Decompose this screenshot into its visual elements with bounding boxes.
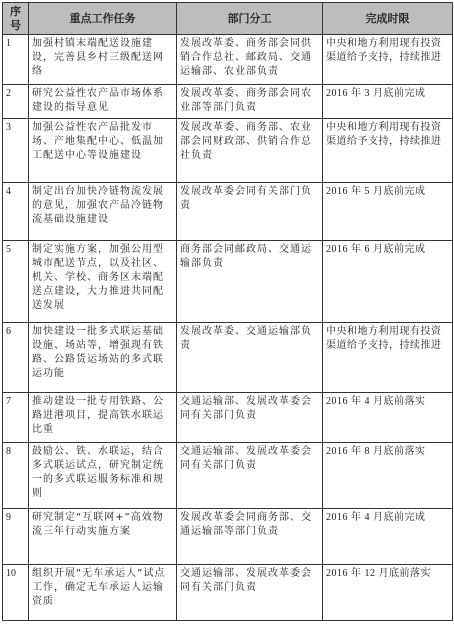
table-row xyxy=(3,119,453,183)
row-no: 5 xyxy=(3,241,29,323)
row-time: 中央和地方利用现有投资渠道给予支持，持续推进 xyxy=(323,323,453,393)
row-dept: 商务部会同邮政局、交通运输部负责 xyxy=(177,241,323,323)
row-time: 2016 年 4 月底前完成 xyxy=(323,509,453,565)
table-row xyxy=(3,85,453,119)
table-header-row xyxy=(3,3,453,35)
row-task: 组织开展“无车承运人”试点工作，确定无车承运人运输资质 xyxy=(29,565,177,621)
row-dept: 交通运输部、发展改革委会同有关部门负责 xyxy=(177,393,323,443)
table-row xyxy=(3,323,453,393)
row-no: 8 xyxy=(3,443,29,509)
row-time: 2016 年 8 月底前落实 xyxy=(323,443,453,509)
row-time: 中央和地方利用现有投资渠道给予支持，持续推进 xyxy=(323,119,453,183)
row-no: 3 xyxy=(3,119,29,183)
task-table xyxy=(2,2,453,621)
header-time: 完成时限 xyxy=(323,3,453,35)
row-dept: 交通运输部、发展改革委会同有关部门负责 xyxy=(177,565,323,621)
row-no: 2 xyxy=(3,85,29,119)
row-no: 4 xyxy=(3,183,29,241)
row-time: 2016 年 4 月底前落实 xyxy=(323,393,453,443)
row-no: 1 xyxy=(3,35,29,85)
row-task: 研究制定“互联网+”高效物流三年行动实施方案 xyxy=(29,509,177,565)
row-task: 制定出台加快冷链物流发展的意见，加强农产品冷链物流基础设施建设 xyxy=(29,183,177,241)
row-no: 7 xyxy=(3,393,29,443)
row-dept: 发展改革委、商务部会同农业部等部门负责 xyxy=(177,85,323,119)
row-time: 2016 年 3 月底前完成 xyxy=(323,85,453,119)
row-dept: 发展改革委、交通运输部负责 xyxy=(177,323,323,393)
row-dept: 发展改革委、商务部、农业部会同财政部、供销合作总社负责 xyxy=(177,119,323,183)
row-task: 加快建设一批多式联运基础设施、场站等，增强现有铁路、公路货运场站的多式联运功能 xyxy=(29,323,177,393)
row-task: 加强村镇末端配送设施建设，完善县乡村三级配送网络 xyxy=(29,35,177,85)
row-time: 中央和地方利用现有投资渠道给予支持，持续推进 xyxy=(323,35,453,85)
table-row xyxy=(3,241,453,323)
row-dept: 发展改革委会同有关部门负责 xyxy=(177,183,323,241)
table-row xyxy=(3,509,453,565)
row-no: 9 xyxy=(3,509,29,565)
row-task: 鼓励公、铁、水联运，结合多式联运试点，研究制定统一的多式联运服务标准和规则 xyxy=(29,443,177,509)
table-row xyxy=(3,443,453,509)
row-task: 推动建设一批专用铁路、公路进港项目，提高铁水联运比重 xyxy=(29,393,177,443)
row-dept: 发展改革委会同商务部、交通运输部等部门负责 xyxy=(177,509,323,565)
row-time: 2016 年 5 月底前完成 xyxy=(323,183,453,241)
header-dept: 部门分工 xyxy=(177,3,323,35)
row-no: 6 xyxy=(3,323,29,393)
row-task: 研究公益性农产品市场体系建设的指导意见 xyxy=(29,85,177,119)
row-no: 10 xyxy=(3,565,29,621)
table-row xyxy=(3,393,453,443)
row-dept: 发展改革委、商务部会同供销合作总社、邮政局、交通运输部、农业部负责 xyxy=(177,35,323,85)
row-time: 2016 年 12 月底前落实 xyxy=(323,565,453,621)
header-no: 序号 xyxy=(3,3,29,35)
row-dept: 交通运输部、发展改革委会同有关部门负责 xyxy=(177,443,323,509)
table-row xyxy=(3,35,453,85)
row-task: 加强公益性农产品批发市场、产地集配中心、低温加工配送中心等设施建设 xyxy=(29,119,177,183)
row-task: 制定实施方案，加强公用型城市配送节点，以及社区、机关、学校、商务区末端配送点建设，大力推进共同配送发展 xyxy=(29,241,177,323)
row-time: 2016 年 6 月底前完成 xyxy=(323,241,453,323)
table-row xyxy=(3,183,453,241)
table-row xyxy=(3,565,453,621)
header-task: 重点工作任务 xyxy=(29,3,177,35)
